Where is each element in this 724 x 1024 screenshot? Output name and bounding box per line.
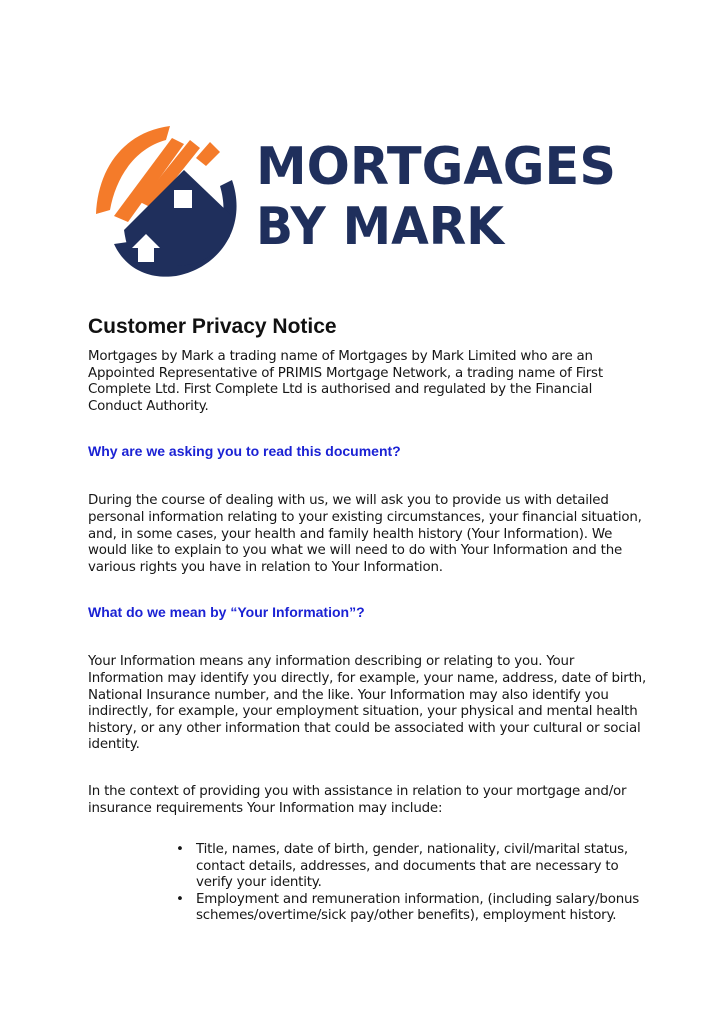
- page-title: Customer Privacy Notice: [88, 315, 337, 338]
- intro-paragraph: Mortgages by Mark a trading name of Mortgages by Mark Limited who are an Appointed Representative of PRIMIS Mortgage Network, a trading name of First Complete Ltd. First Complete Ltd is authorised and regulated by the Financial Conduct Authority.: [88, 349, 603, 414]
- section-body-your-information: Your Information means any information describing or relating to you. Your Information may identify you directly, for example, your name, address, date of birth, National Insurance number, and the like. Your Information may also identify you indirectly, for example, your employment situation, your physical and mental health history, or any other information that could be associated with your cultural or social identity.: [88, 654, 647, 753]
- logo-house-window-bottom: [138, 248, 154, 262]
- document-body: [88, 314, 648, 925]
- bullet-icon: •: [176, 842, 184, 858]
- spacer: [88, 460, 648, 493]
- logo-wordmark-line2: BY MARK: [256, 197, 506, 257]
- list-item: [176, 842, 648, 892]
- logo-house-window-top: [174, 190, 192, 208]
- spacer: [88, 621, 648, 654]
- list-item-text: Employment and remuneration information, (including salary/bonus schemes/overtime/sick pay/other benefits), employment history.: [196, 891, 640, 924]
- section-heading-why: Why are we asking you to read this document?: [88, 443, 401, 460]
- logo-wordmark-line1: MORTGAGES: [256, 137, 616, 197]
- logo-orange-stripe-3: [196, 142, 220, 166]
- section-body-why: During the course of dealing with us, we will ask you to provide us with detailed personal information relating to your existing circumstances, your financial situation, and, in some cases, your health and family health history (Your Information). We would like to explain to you what we will need to do with Your Information and the various rights you have in relation to Your Information.: [88, 493, 642, 575]
- list-item-text: Title, names, date of birth, gender, nationality, civil/marital status, contact details, addresses, and documents that are necessary to verify your identity.: [196, 842, 628, 891]
- section-heading-your-information: What do we mean by “Your Information”?: [88, 604, 365, 621]
- list-item: [176, 892, 648, 925]
- spacer: [88, 415, 648, 443]
- bullet-icon: •: [176, 891, 184, 907]
- spacer: [88, 576, 648, 604]
- company-logo: [88, 118, 628, 290]
- spacer: [88, 817, 648, 842]
- information-list: [88, 842, 648, 925]
- spacer: [88, 754, 648, 784]
- section-body-context: In the context of providing you with assistance in relation to your mortgage and/or insurance requirements Your Information may include:: [88, 783, 627, 816]
